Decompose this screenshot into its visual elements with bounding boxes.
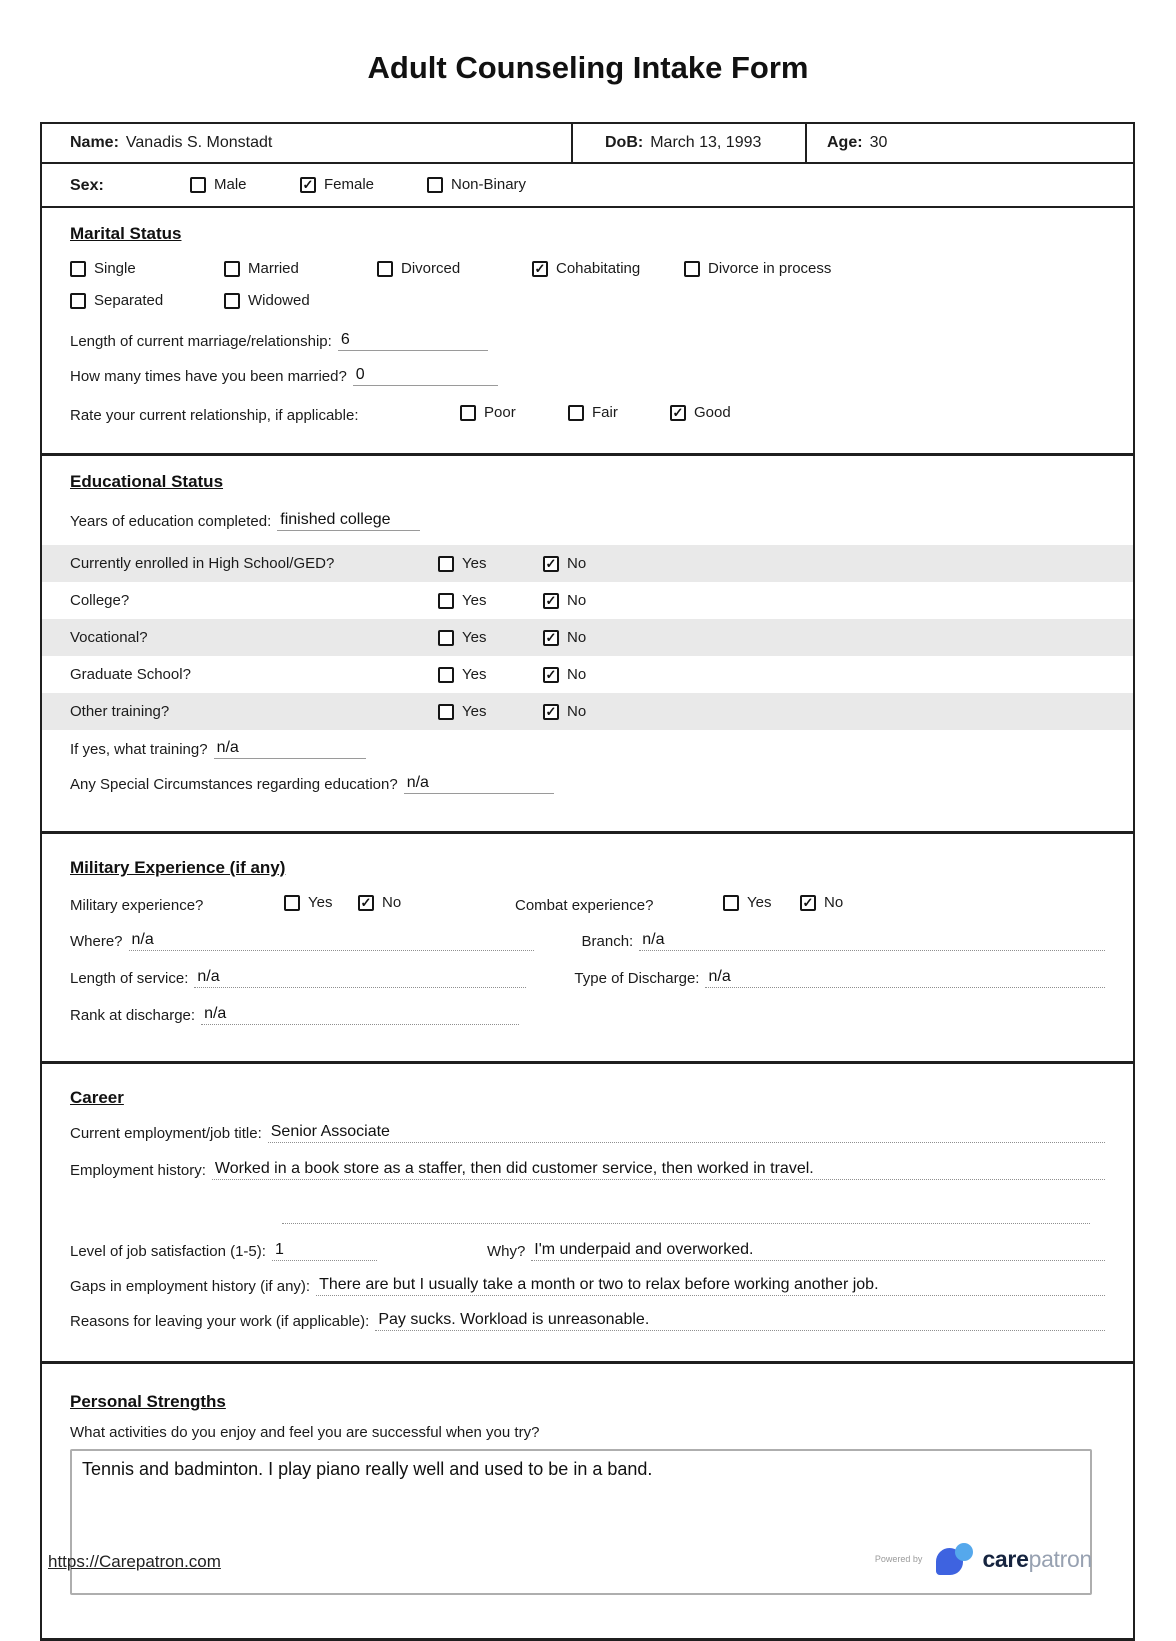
question-row-graduate (42, 656, 1133, 693)
employment-history-extra-line (70, 1204, 1105, 1224)
carepatron-logo-icon (936, 1543, 974, 1575)
education-years-label: Years of education completed: (70, 513, 272, 530)
discharge-type-label: Type of Discharge: (574, 970, 700, 987)
option-label: Yes (462, 703, 487, 720)
checkbox-icon[interactable]: ✓ (358, 895, 374, 911)
job-satisfaction-field[interactable]: 1 (272, 1240, 377, 1261)
education-heading: Educational Status (70, 472, 224, 491)
option-label: Married (248, 260, 299, 277)
strengths-question: What activities do you enjoy and feel you are successful when you try? (70, 1424, 540, 1441)
section-marital-status (42, 224, 1133, 456)
checkbox-icon[interactable]: ✓ (543, 593, 559, 609)
where-branch-row (70, 930, 1105, 951)
marital-option-divorced[interactable] (377, 260, 460, 277)
checkbox-icon[interactable]: ✓ (670, 405, 686, 421)
name-field[interactable]: Vanadis S. Monstadt (125, 134, 273, 151)
marriage-length-line (70, 330, 1105, 351)
option-label: Single (94, 260, 136, 277)
yes-option[interactable] (438, 666, 543, 683)
checkbox-icon[interactable] (224, 293, 240, 309)
employment-history-line (70, 1159, 1105, 1180)
job-satisfaction-line (70, 1240, 1105, 1261)
option-label: Separated (94, 292, 164, 309)
rank-row (70, 1004, 1105, 1025)
option-label: No (382, 894, 402, 911)
dob-label: DoB: (605, 134, 644, 151)
option-label: Divorced (401, 260, 461, 277)
no-option[interactable] (543, 555, 586, 572)
checkbox-icon[interactable] (70, 261, 86, 277)
question-label: College? (70, 592, 130, 609)
checkbox-icon[interactable] (284, 895, 300, 911)
checkbox-icon[interactable] (427, 177, 443, 193)
employment-history-field[interactable]: Worked in a book store as a staffer, then did customer service, then worked in travel. (212, 1159, 1105, 1180)
option-label: Yes (462, 629, 487, 646)
checkbox-icon[interactable] (568, 405, 584, 421)
no-option[interactable] (543, 592, 586, 609)
marriage-length-label: Length of current marriage/relationship: (70, 333, 332, 350)
section-personal-strengths (42, 1392, 1133, 1638)
yes-option[interactable] (438, 703, 543, 720)
section-career (42, 1088, 1133, 1364)
sex-row (42, 164, 1133, 208)
checkbox-icon[interactable] (438, 630, 454, 646)
times-married-label: How many times have you been married? (70, 368, 347, 385)
relationship-rating-label: Rate your current relationship, if applicable: (70, 407, 359, 424)
leaving-reasons-field[interactable]: Pay sucks. Workload is unreasonable. (375, 1310, 1105, 1331)
checkbox-icon[interactable]: ✓ (300, 177, 316, 193)
checkbox-icon[interactable]: ✓ (543, 556, 559, 572)
service-discharge-row (70, 967, 1105, 988)
question-row-highschool (42, 545, 1133, 582)
marital-heading: Marital Status (70, 224, 182, 243)
leaving-reasons-line (70, 1310, 1105, 1331)
sex-option-nonbinary[interactable] (427, 176, 526, 193)
option-label: No (567, 555, 587, 572)
question-row-vocational (42, 619, 1133, 656)
option-label: No (567, 629, 587, 646)
service-length-label: Length of service: (70, 970, 189, 987)
checkbox-icon[interactable] (723, 895, 739, 911)
question-label: Vocational? (70, 629, 148, 646)
option-label: Yes (462, 666, 487, 683)
rate-option-poor[interactable] (460, 404, 516, 421)
carepatron-wordmark (982, 1546, 1092, 1573)
marital-option-widowed[interactable] (224, 292, 310, 309)
where-label: Where? (70, 933, 123, 950)
age-field[interactable]: 30 (869, 134, 888, 151)
intake-form (40, 122, 1135, 1641)
education-years-line (70, 510, 1105, 531)
checkbox-icon[interactable] (460, 405, 476, 421)
relationship-rating-row (70, 404, 1105, 426)
military-experience-yes[interactable] (284, 894, 332, 911)
training-line (70, 738, 1105, 759)
combat-experience-label: Combat experience? (515, 897, 654, 914)
where-field[interactable]: n/a (129, 930, 534, 951)
option-label: Poor (484, 404, 516, 421)
option-label: No (567, 703, 587, 720)
option-label: Yes (747, 894, 772, 911)
checkbox-icon[interactable] (438, 667, 454, 683)
training-label: If yes, what training? (70, 741, 208, 758)
military-experience-row (70, 894, 1105, 916)
checkbox-icon[interactable]: ✓ (543, 704, 559, 720)
rank-field[interactable]: n/a (201, 1004, 519, 1025)
checkbox-icon[interactable] (684, 261, 700, 277)
employment-gaps-label: Gaps in employment history (if any): (70, 1278, 311, 1295)
strengths-answer-box[interactable]: Tennis and badminton. I play piano really well and used to be in a band. (70, 1449, 1092, 1595)
question-label: Currently enrolled in High School/GED? (70, 555, 335, 572)
page-title: Adult Counseling Intake Form (367, 50, 809, 85)
marital-option-divorce-in-process[interactable] (684, 260, 831, 277)
section-military-experience (42, 858, 1133, 1064)
employment-history-label: Employment history: (70, 1162, 206, 1179)
powered-by-label: Powered by (874, 1554, 923, 1564)
marital-option-cohabitating[interactable] (532, 260, 640, 277)
dob-field[interactable]: March 13, 1993 (650, 134, 762, 151)
carepatron-link[interactable]: https://Carepatron.com (48, 1552, 221, 1571)
sex-option-label: Male (214, 176, 247, 193)
option-label: Widowed (248, 292, 310, 309)
rate-option-fair[interactable] (568, 404, 618, 421)
option-label: Cohabitating (556, 260, 641, 277)
why-label: Why? (486, 1243, 526, 1260)
job-title-field[interactable]: Senior Associate (268, 1122, 1105, 1143)
checkbox-icon[interactable]: ✓ (543, 667, 559, 683)
combat-experience-yes[interactable] (723, 894, 771, 911)
leaving-reasons-label: Reasons for leaving your work (if applicable): (70, 1313, 370, 1330)
special-circumstances-line (70, 773, 1105, 794)
marital-options-row-2 (70, 292, 1105, 314)
question-label: Other training? (70, 703, 170, 720)
marriage-length-field[interactable]: 6 (338, 330, 488, 351)
brand-care: care (982, 1545, 1029, 1572)
special-circumstances-field[interactable]: n/a (404, 773, 554, 794)
option-label: No (567, 592, 587, 609)
marital-options-row-1 (70, 260, 1105, 282)
name-label: Name: (70, 134, 119, 151)
sex-option-label: Non-Binary (451, 176, 527, 193)
employment-gaps-line (70, 1275, 1105, 1296)
employment-history-field-2[interactable] (282, 1204, 1090, 1224)
employment-gaps-field[interactable]: There are but I usually take a month or two to relax before working another job. (316, 1275, 1105, 1296)
job-satisfaction-label: Level of job satisfaction (1-5): (70, 1243, 266, 1260)
military-experience-no[interactable] (358, 894, 401, 911)
option-label: No (824, 894, 844, 911)
discharge-type-field[interactable]: n/a (705, 967, 1105, 988)
no-option[interactable] (543, 666, 586, 683)
checkbox-icon[interactable]: ✓ (800, 895, 816, 911)
option-label: No (567, 666, 587, 683)
brand-patron: patron (1028, 1545, 1092, 1572)
rank-label: Rank at discharge: (70, 1007, 196, 1024)
checkbox-icon[interactable]: ✓ (543, 630, 559, 646)
option-label: Yes (308, 894, 333, 911)
option-label: Yes (462, 555, 487, 572)
age-label: Age: (827, 134, 863, 151)
checkbox-icon[interactable] (438, 593, 454, 609)
times-married-field[interactable]: 0 (353, 365, 498, 386)
yes-option[interactable] (438, 592, 543, 609)
training-field[interactable]: n/a (214, 738, 366, 759)
checkbox-icon[interactable] (70, 293, 86, 309)
option-label: Good (694, 404, 731, 421)
sex-option-label: Female (324, 176, 375, 193)
marital-option-separated[interactable] (70, 292, 163, 309)
branch-field[interactable]: n/a (639, 930, 1105, 951)
service-length-field[interactable]: n/a (194, 967, 526, 988)
checkbox-icon[interactable] (438, 556, 454, 572)
education-questions (70, 545, 1105, 730)
military-heading: Military Experience (if any) (70, 858, 286, 877)
age-cell (807, 124, 1133, 162)
marital-option-married[interactable] (224, 260, 299, 277)
yes-option[interactable] (438, 629, 543, 646)
checkbox-icon[interactable] (190, 177, 206, 193)
option-label: Yes (462, 592, 487, 609)
combat-experience-no[interactable] (800, 894, 843, 911)
job-title-label: Current employment/job title: (70, 1125, 262, 1142)
checkbox-icon[interactable] (438, 704, 454, 720)
strengths-heading: Personal Strengths (70, 1392, 226, 1411)
military-experience-label: Military experience? (70, 897, 204, 914)
sex-option-male[interactable] (190, 176, 247, 193)
checkbox-icon[interactable]: ✓ (532, 261, 548, 277)
why-field[interactable]: I'm underpaid and overworked. (531, 1240, 1105, 1261)
rate-option-good[interactable] (670, 404, 731, 421)
dob-cell (573, 124, 807, 162)
education-years-field[interactable]: finished college (277, 510, 420, 531)
option-label: Divorce in process (708, 260, 832, 277)
times-married-line (70, 365, 1105, 386)
job-title-line (70, 1122, 1105, 1143)
logo-light-circle (955, 1543, 973, 1561)
section-educational-status (42, 472, 1133, 834)
career-heading: Career (70, 1088, 124, 1107)
special-circumstances-label: Any Special Circumstances regarding education? (70, 776, 398, 793)
checkbox-icon[interactable] (224, 261, 240, 277)
option-label: Fair (592, 404, 618, 421)
checkbox-icon[interactable] (377, 261, 393, 277)
powered-by-block (875, 1543, 1092, 1575)
branch-label: Branch: (581, 933, 634, 950)
no-option[interactable] (543, 703, 586, 720)
no-option[interactable] (543, 629, 586, 646)
question-row-other-training (42, 693, 1133, 730)
name-cell (42, 124, 573, 162)
marital-option-single[interactable] (70, 260, 136, 277)
question-row-college (42, 582, 1133, 619)
header-row (42, 124, 1133, 164)
sex-label: Sex: (70, 177, 104, 194)
sex-option-female[interactable] (300, 176, 374, 193)
question-label: Graduate School? (70, 666, 191, 683)
yes-option[interactable] (438, 555, 543, 572)
